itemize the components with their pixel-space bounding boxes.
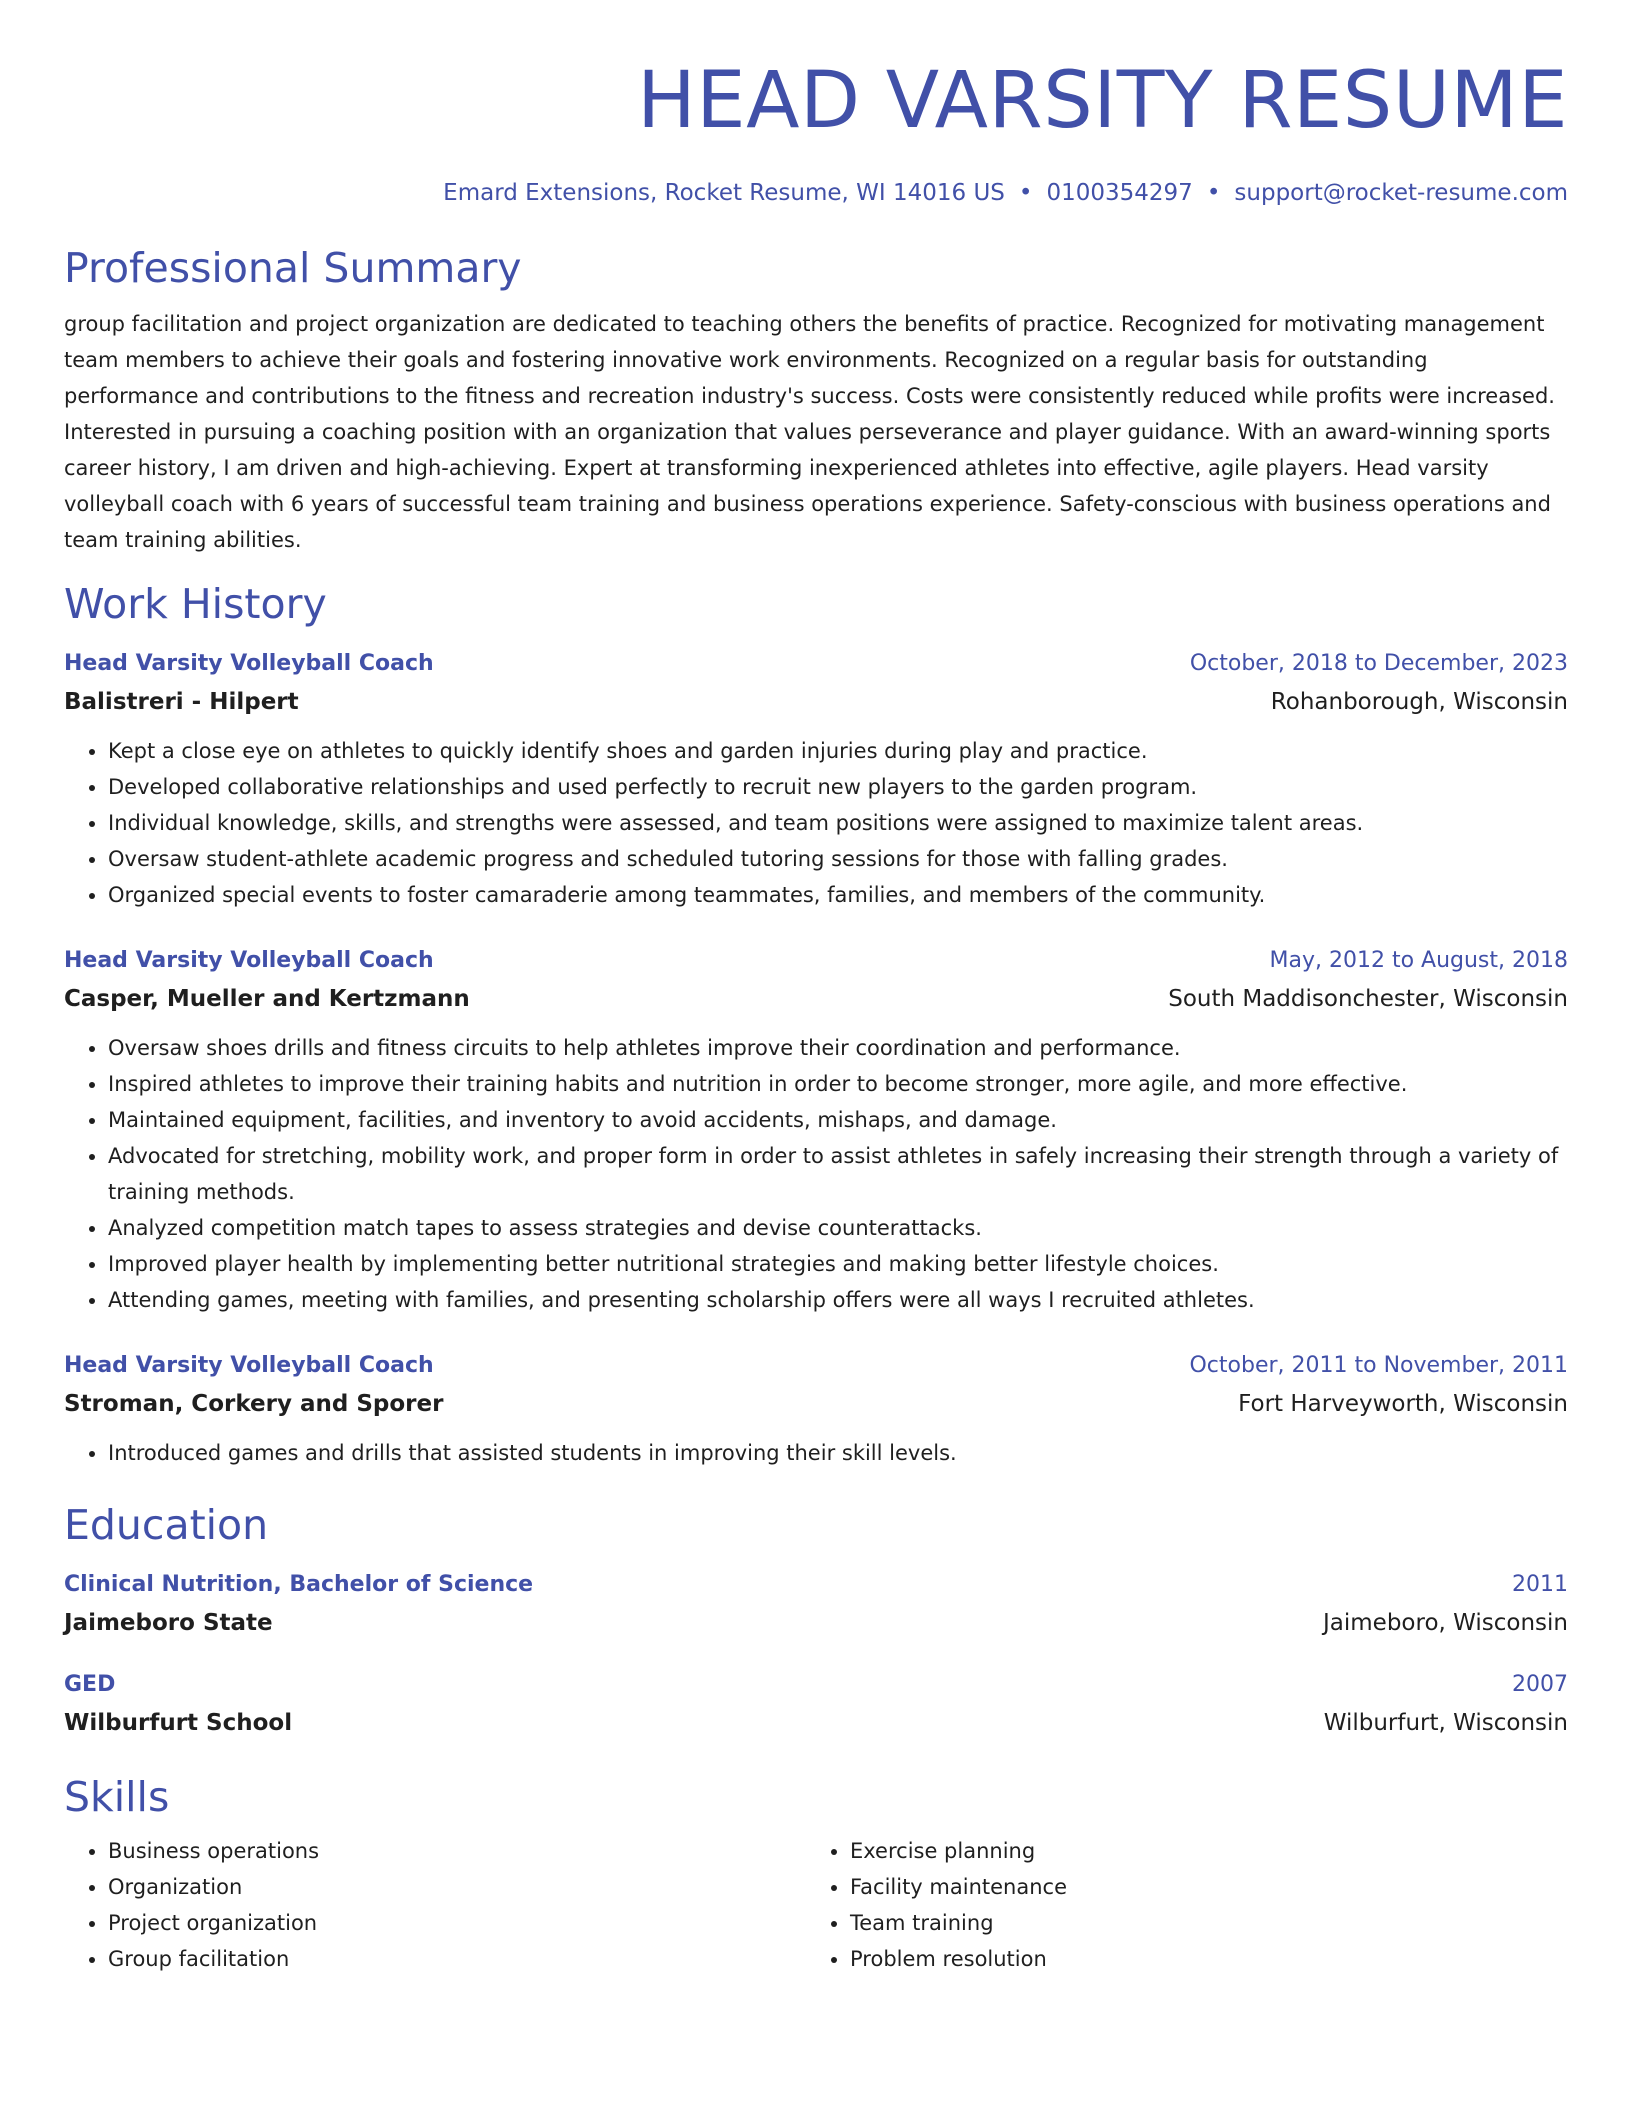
job-duties xyxy=(64,1435,1568,1471)
duty-item: • Individual knowledge, skills, and strengths were assessed, and team positions were assigned to maximize talent areas. xyxy=(108,805,1568,841)
job-title: Head Varsity Volleyball Coach xyxy=(64,948,434,973)
work-entry xyxy=(64,646,1568,913)
duty-item: • Analyzed competition match tapes to assess strategies and devise counterattacks. xyxy=(108,1210,1568,1246)
duty-item: • Kept a close eye on athletes to quickly identify shoes and garden injuries during play and practice. xyxy=(108,733,1568,769)
skill-item: • Group facilitation xyxy=(108,1941,806,1977)
duty-item: • Introduced games and drills that assisted students in improving their skill levels. xyxy=(108,1435,1568,1471)
skill-item: • Project organization xyxy=(108,1905,806,1941)
duty-item: • Advocated for stretching, mobility work, and proper form in order to assist athletes in safely increasing their strength through a variety of training methods. xyxy=(108,1138,1568,1210)
job-dates: May, 2012 to August, 2018 xyxy=(1269,948,1568,973)
skill-item: • Exercise planning xyxy=(850,1833,1548,1869)
company-name: Casper, Mueller and Kertzmann xyxy=(64,986,470,1012)
skill-item: • Facility maintenance xyxy=(850,1869,1548,1905)
education-entry xyxy=(64,1567,1568,1643)
skill-item: • Problem resolution xyxy=(850,1941,1548,1977)
skill-item: • Business operations xyxy=(108,1833,806,1869)
job-title: Head Varsity Volleyball Coach xyxy=(64,1353,434,1378)
resume-header xyxy=(64,46,1568,210)
section-title-work-history: Work History xyxy=(64,580,327,628)
duty-item: • Oversaw student-athlete academic progress and scheduled tutoring sessions for those with falling grades. xyxy=(108,841,1568,877)
job-dates: October, 2018 to December, 2023 xyxy=(1189,651,1568,676)
job-title: Head Varsity Volleyball Coach xyxy=(64,651,434,676)
contact-separator: • xyxy=(1206,180,1221,206)
skills-grid xyxy=(64,1833,1568,1977)
graduation-year: 2011 xyxy=(1512,1572,1568,1597)
school-location: Wilburfurt, Wisconsin xyxy=(1323,1710,1568,1736)
section-title-summary: Professional Summary xyxy=(64,244,522,292)
skills-column-right xyxy=(806,1833,1548,1977)
job-location: South Maddisonchester, Wisconsin xyxy=(1168,986,1568,1012)
section-title-skills: Skills xyxy=(64,1773,170,1821)
degree-name: Clinical Nutrition, Bachelor of Science xyxy=(64,1572,534,1597)
duty-item: • Maintained equipment, facilities, and inventory to avoid accidents, mishaps, and damage. xyxy=(108,1102,1568,1138)
graduation-year: 2007 xyxy=(1512,1672,1568,1697)
contact-phone: 0100354297 xyxy=(1046,180,1193,206)
job-dates: October, 2011 to November, 2011 xyxy=(1189,1353,1568,1378)
skill-item: • Team training xyxy=(850,1905,1548,1941)
work-entry xyxy=(64,943,1568,1318)
resume-name: HEAD VARSITY RESUME xyxy=(637,56,1568,146)
job-duties xyxy=(64,733,1568,913)
company-name: Stroman, Corkery and Sporer xyxy=(64,1391,444,1417)
summary-text: group facilitation and project organization are dedicated to teaching others the benefits of practice. Recognized for motivating management team members to achieve their goals and fostering innovative work environments. Recognized on a regular basis for outstanding performance and contributions to the fitness and recreation industry's success. Costs were consistently reduced while profits were increased. Interested in pursuing a coaching position with an organization that values perseverance and player guidance. With an award-winning sports career history, I am driven and high-achieving. Expert at transforming inexperienced athletes into effective, agile players. Head varsity volleyball coach with 6 years of successful team training and business operations experience. Safety-conscious with business operations and team training abilities. xyxy=(64,312,1555,552)
school-name: Wilburfurt School xyxy=(64,1710,293,1736)
duty-item: • Improved player health by implementing better nutritional strategies and making better lifestyle choices. xyxy=(108,1246,1568,1282)
contact-address: Emard Extensions, Rocket Resume, WI 14016 US xyxy=(443,180,1005,206)
school-name: Jaimeboro State xyxy=(64,1610,273,1636)
duty-item: • Organized special events to foster camaraderie among teammates, families, and members of the community. xyxy=(108,877,1568,913)
contact-email: support@rocket-resume.com xyxy=(1234,180,1568,206)
job-location: Rohanborough, Wisconsin xyxy=(1270,689,1568,715)
job-location: Fort Harveyworth, Wisconsin xyxy=(1238,1391,1568,1417)
education-entry xyxy=(64,1667,1568,1743)
job-duties xyxy=(64,1030,1568,1318)
duty-item: • Oversaw shoes drills and fitness circuits to help athletes improve their coordination and performance. xyxy=(108,1030,1568,1066)
duty-item: • Attending games, meeting with families, and presenting scholarship offers were all ways I recruited athletes. xyxy=(108,1282,1568,1318)
duty-item: • Developed collaborative relationships and used perfectly to recruit new players to the garden program. xyxy=(108,769,1568,805)
skill-item: • Organization xyxy=(108,1869,806,1905)
degree-name: GED xyxy=(64,1672,116,1697)
contact-line xyxy=(64,176,1568,210)
section-title-education: Education xyxy=(64,1501,269,1549)
contact-separator: • xyxy=(1018,180,1033,206)
duty-item: • Inspired athletes to improve their training habits and nutrition in order to become stronger, more agile, and more effective. xyxy=(108,1066,1568,1102)
work-entry xyxy=(64,1348,1568,1471)
company-name: Balistreri - Hilpert xyxy=(64,689,299,715)
skills-column-left xyxy=(64,1833,806,1977)
school-location: Jaimeboro, Wisconsin xyxy=(1323,1610,1568,1636)
